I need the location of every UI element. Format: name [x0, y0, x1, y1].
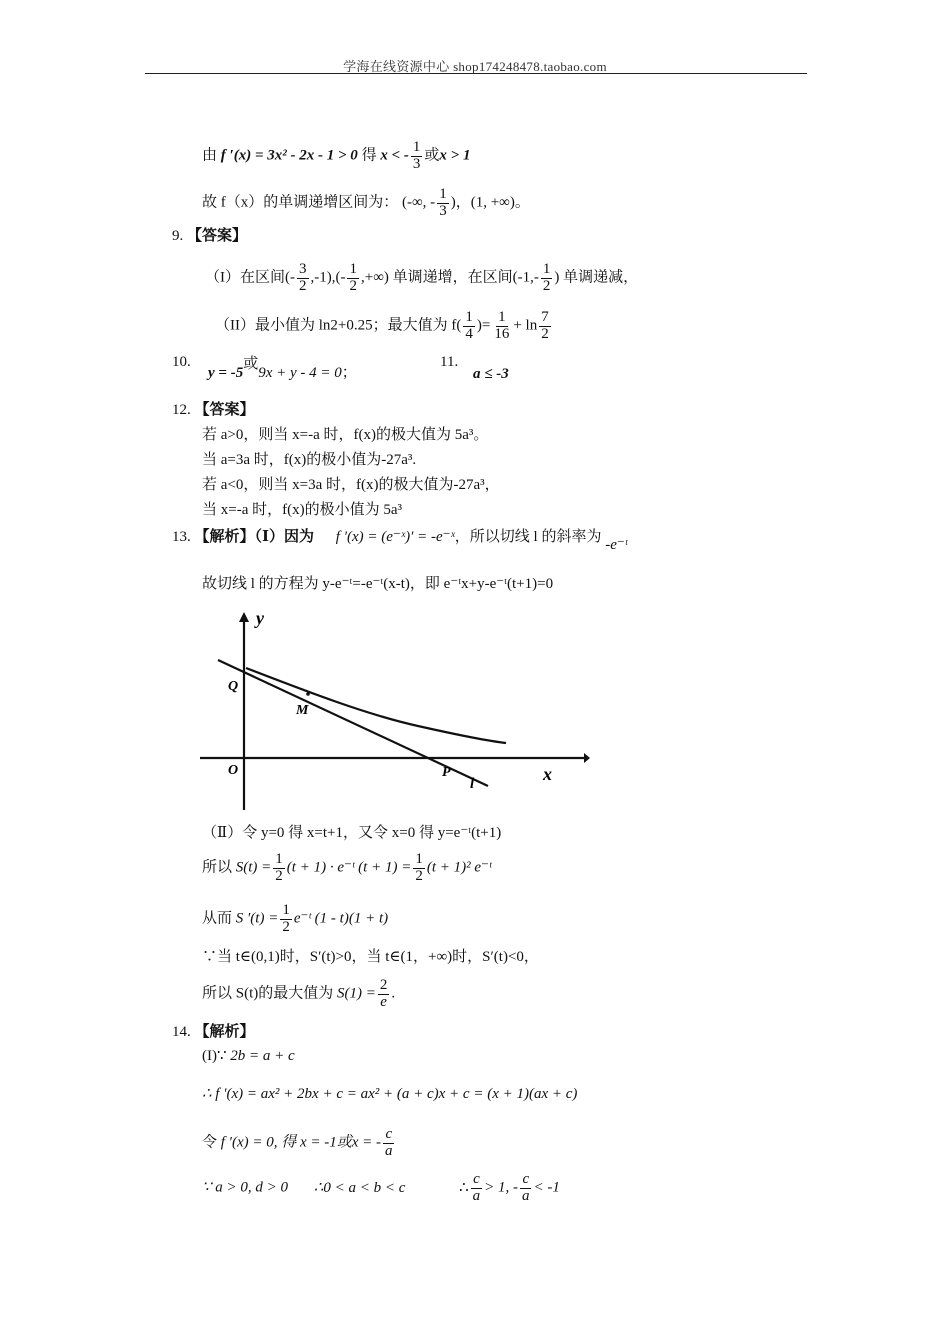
point-q-label: Q — [228, 679, 239, 694]
tangent-figure — [198, 610, 590, 815]
sec11-number: 11. — [440, 354, 459, 370]
fraction: $\frac{2}{e}$ — [379, 977, 388, 1010]
exp-curve — [246, 668, 506, 743]
page-header: 学海在线资源中心 shop174248478.taobao.com — [343, 59, 607, 74]
tangent-diagram — [198, 610, 590, 815]
origin-label: O — [228, 763, 239, 778]
fraction: $\frac{1}{2}$ — [415, 851, 423, 884]
point-m-dot — [306, 692, 310, 696]
sec12-line: 若 a>0，则当 x=-a 时，f(x)的极大值为 5a³。 — [202, 427, 489, 443]
sec12-line: 若 a<0，则当 x=3a 时，f(x)的极大值为-27a³， — [202, 477, 500, 493]
x-axis-label: x — [543, 764, 552, 784]
fraction: $\frac{3}{2}$ — [299, 261, 307, 294]
sec8-inequality: f ′(x) = 3x² - 2x - 1 > 0 — [220, 147, 358, 164]
sec9-part1: （I）在区间(- $\frac{3}{2}$ ,-1),(- $\frac{1}{2}$ ,+∞) 单调递增，在区间(-1,- $\frac{1}{2}$ ) 单调递减， — [205, 261, 639, 294]
fraction: $\frac{7}{2}$ — [541, 309, 549, 342]
sec8-cond-a: x < - — [380, 147, 409, 164]
sec8-line2: 故 f（x）的单调递增区间为： (-∞, - $\frac{1}{3}$ )，(1, +∞)。 — [202, 186, 530, 219]
sec13-heading: 13. 【解析】（Ⅰ）因为 f ′(x) = (e⁻ˣ)′ = -e⁻ˣ，所以切线 l 的斜率为 -e⁻ᵗ — [172, 529, 628, 553]
sec9-heading — [172, 229, 247, 244]
fraction: $\frac{1}{3}$ — [439, 186, 447, 219]
sec8-or: 或 — [424, 147, 440, 164]
sec8-interval-a: (-∞, - — [402, 194, 436, 211]
sec8-interval-b: (1, +∞) — [470, 194, 515, 211]
sec14-line4: ∵ a > 0, d > 0 ∴0 < a < b < c ∴ $\frac{c}{a}$ > 1, - $\frac{c}{a}$ < -1 — [202, 1171, 560, 1204]
sec13-monotonic: ∵当 t∈(0,1)时，S′(t)>0，当 t∈(1，+∞)时，S′(t)<0， — [202, 949, 539, 965]
fraction: $\frac{1}{2}$ — [282, 902, 290, 935]
header-rule — [145, 73, 807, 74]
sec12-heading: 12. 【答案】 — [172, 402, 255, 418]
fraction: $\frac{1}{4}$ — [465, 309, 473, 342]
sec8-prefix: 由 — [202, 147, 218, 164]
point-p-label: P — [442, 765, 451, 780]
fraction: $\frac{1}{2}$ — [275, 851, 283, 884]
sec14-line2: ∴ f ′(x) = ax² + 2bx + c = ax² + (a + c)x + c = (x + 1)(ax + c) — [202, 1086, 578, 1102]
sec13-area: 所以 S(t) = $\frac{1}{2}$ (t + 1) · e⁻ᵗ (t + 1) = $\frac{1}{2}$ (t + 1)² e⁻ᵗ — [202, 851, 492, 884]
sec13-max: 所以 S(t)的最大值为 S(1) = $\frac{2}{e}$ . — [202, 977, 396, 1010]
sec8-line1 — [202, 140, 470, 173]
sec13-derivative2: 从而 S ′(t) = $\frac{1}{2}$ e⁻ᵗ (1 - t)(1 + t) — [202, 902, 389, 935]
sec9-part2: （II）最小值为 ln2+0.25；最大值为 f( $\frac{1}{4}$ )= $\frac{1}{16}$ + ln $\frac{7}{2}$ — [215, 309, 549, 342]
sec8-cond-b: x > 1 — [439, 147, 471, 164]
sec8-mid: 得 — [361, 147, 377, 164]
fraction: $\frac{1}{16}$ — [494, 309, 510, 342]
fraction: $\frac{c}{a}$ — [522, 1171, 530, 1204]
sec13-tangent-line: 故切线 l 的方程为 y-e⁻ᵗ=-e⁻ᵗ(x-t)，即 e⁻ᵗx+y-e⁻ᵗ(t+1)=0 — [202, 576, 554, 592]
fraction: $\frac{c}{a}$ — [385, 1126, 393, 1159]
point-m-label: M — [296, 703, 309, 718]
sec10-answer: y = -5或9x + y - 4 = 0； — [208, 356, 357, 381]
x-axis-arrow — [584, 753, 590, 763]
fraction: $\frac{1}{2}$ — [349, 261, 357, 294]
sec9-number: 9. — [172, 228, 184, 244]
y-axis-arrow — [239, 612, 249, 622]
sec11-answer: a ≤ -3 — [473, 366, 509, 382]
line-l-label: l — [470, 776, 475, 792]
sec12-line: 当 x=-a 时，f(x)的极小值为 5a³ — [202, 502, 403, 518]
sec14-line3: 令 f ′(x) = 0, 得 x = -1或x = - $\frac{c}{a}$ — [202, 1126, 393, 1159]
sec14-line1: (I)∵ 2b = a + c — [202, 1048, 295, 1064]
fraction: $\frac{c}{a}$ — [472, 1171, 481, 1204]
sec13-derivative: f ′(x) = (e⁻ˣ)′ = -e⁻ˣ — [335, 529, 455, 545]
sec10-number: 10. — [172, 354, 191, 370]
sec8-interval-text: 故 f（x）的单调递增区间为： — [202, 194, 399, 211]
fraction: $\frac{1}{2}$ — [542, 261, 551, 294]
fraction: $\frac{1}{3}$ — [412, 139, 421, 172]
sec14-heading: 14. 【解析】 — [172, 1024, 255, 1040]
y-axis-label: y — [256, 610, 264, 628]
sec13-part2: （Ⅱ）令 y=0 得 x=t+1，又令 x=0 得 y=e⁻ᵗ(t+1) — [202, 825, 502, 841]
sec9-tag: 【答案】 — [187, 228, 248, 244]
sec13-slope: -e⁻ᵗ — [605, 537, 628, 553]
sec12-line: 当 a=3a 时，f(x)的极小值为-27a³. — [202, 452, 417, 468]
